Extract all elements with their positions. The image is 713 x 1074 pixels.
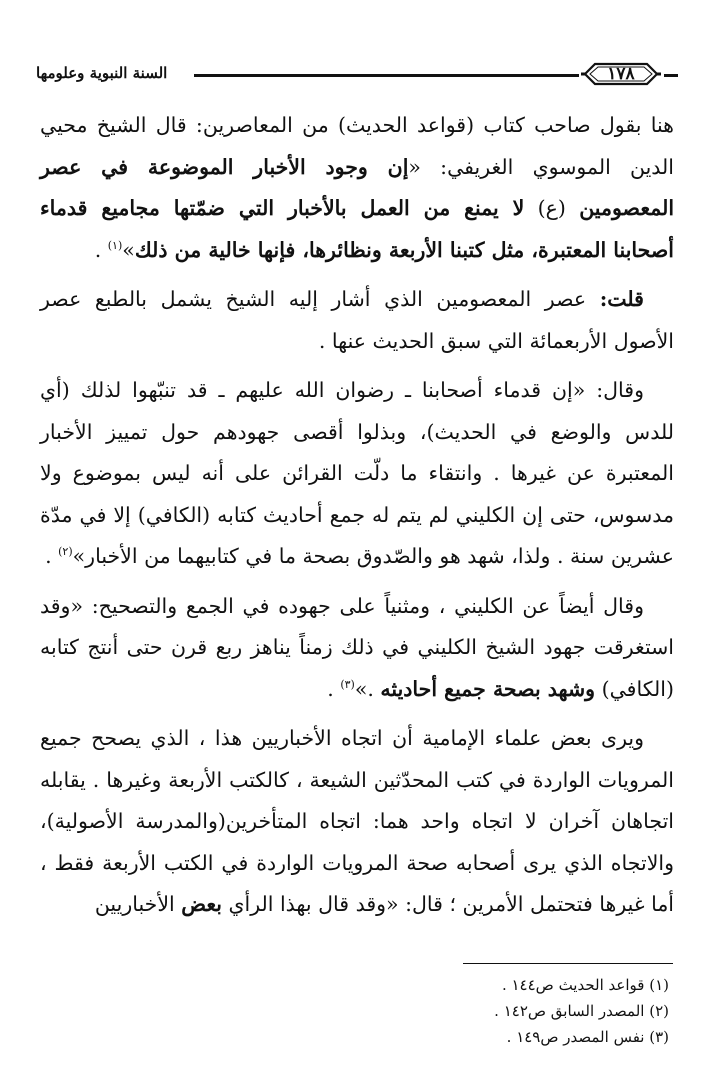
page-header bbox=[36, 58, 678, 94]
footnote: (٢) المصدر السابق ص١٤٢ . bbox=[494, 1002, 669, 1020]
bold-text: بعض bbox=[181, 892, 222, 916]
text-run: عصر المعصومين الذي أشار إليه الشيخ يشمل بالطبع عصر الأصول الأربعمائة التي سبق الحديث عنها . bbox=[40, 287, 674, 353]
header-rule-end bbox=[664, 74, 678, 77]
text-run: . bbox=[45, 544, 59, 568]
footnote: (١) قواعد الحديث ص١٤٤ . bbox=[501, 976, 669, 994]
text-run: . bbox=[94, 237, 108, 262]
header-rule bbox=[194, 74, 579, 77]
bold-text: إن وجود الأخبار الموضوعة في عصر المعصومين bbox=[40, 154, 675, 220]
text-run: » bbox=[122, 237, 135, 262]
footnote-separator bbox=[463, 963, 673, 964]
text-run: ويرى بعض علماء الإمامية أن اتجاه الأخباريين هذا ، الذي يصحح جميع المرويات الواردة في كتب المحدّثين الشيعة ، كالكتب الأربعة وغيرها . يقابله اتجاهان آخران لا اتجاه واحد هما: اتجاه المتأخرين(والمدرسة الأصولية)، والاتجاه الذي يرى أصحابه صحة المرويات الواردة في الكتب الأربعة فقط ، أما غيرها فتحتمل الأمرين ؛ قال: «وقد قال بهذا الرأي bbox=[40, 726, 674, 916]
footnotes bbox=[269, 972, 669, 1050]
text-run: وقال أيضاً عن الكليني ، ومثنياً على جهوده في الجمع والتصحيح: «وقد استغرقت جهود الشيخ الكليني في ذلك زمناً يناهز ربع قرن حتى أنتج كتابه (الكافي) bbox=[40, 593, 674, 701]
footnote-ref: (٣) bbox=[340, 677, 355, 691]
paragraph bbox=[40, 105, 674, 271]
text-run: الأخباريين bbox=[94, 892, 182, 916]
page-number: ١٧٨ bbox=[607, 64, 635, 84]
paragraph bbox=[40, 279, 674, 362]
bold-text: قلت: bbox=[599, 287, 644, 311]
main-text bbox=[40, 105, 674, 926]
bold-text: لا يمنع من العمل بالأخبار التي ضمّتها مجاميع قدماء أصحابنا المعتبرة، مثل كتبنا الأربعة ونظائرها، فإنها خالية من ذلك bbox=[40, 196, 674, 262]
text-run: . bbox=[327, 676, 341, 701]
text-run: (ع) bbox=[524, 196, 580, 220]
text-run: وقال: «إن قدماء أصحابنا ـ رضوان الله عليهم ـ قد تنبّهوا لذلك (أي للدس والوضع في الحديث)، وبذلوا أقصى جهودهم حول تمييز الأخبار المعتبرة عن غيرها . وانتقاء ما دلّت القرائن على أنه ليس بموضوع ولا مدسوس، حتى إن الكليني لم يتم له جمع أحاديث كتابه (الكافي) إلا في مدّة عشرين سنة . ولذا، شهد هو والصّدوق بصحة ما في كتابيهما من الأخبار» bbox=[40, 378, 674, 568]
footnote-ref: (١) bbox=[107, 238, 123, 252]
paragraph bbox=[40, 586, 674, 711]
bold-text: وشهد بصحة جميع أحاديثه bbox=[380, 676, 596, 701]
footnote: (٣) نفس المصدر ص١٤٩ . bbox=[506, 1028, 669, 1046]
paragraph bbox=[40, 718, 674, 926]
text-run: .» bbox=[354, 676, 381, 701]
running-title: السنة النبوية وعلومها bbox=[36, 64, 168, 82]
footnote-ref: (٢) bbox=[58, 545, 73, 559]
paragraph bbox=[40, 370, 674, 578]
text-run: هنا بقول صاحب كتاب (قواعد الحديث) من المعاصرين: قال الشيخ محيي الدين الموسوي الغريفي: « bbox=[40, 113, 674, 179]
